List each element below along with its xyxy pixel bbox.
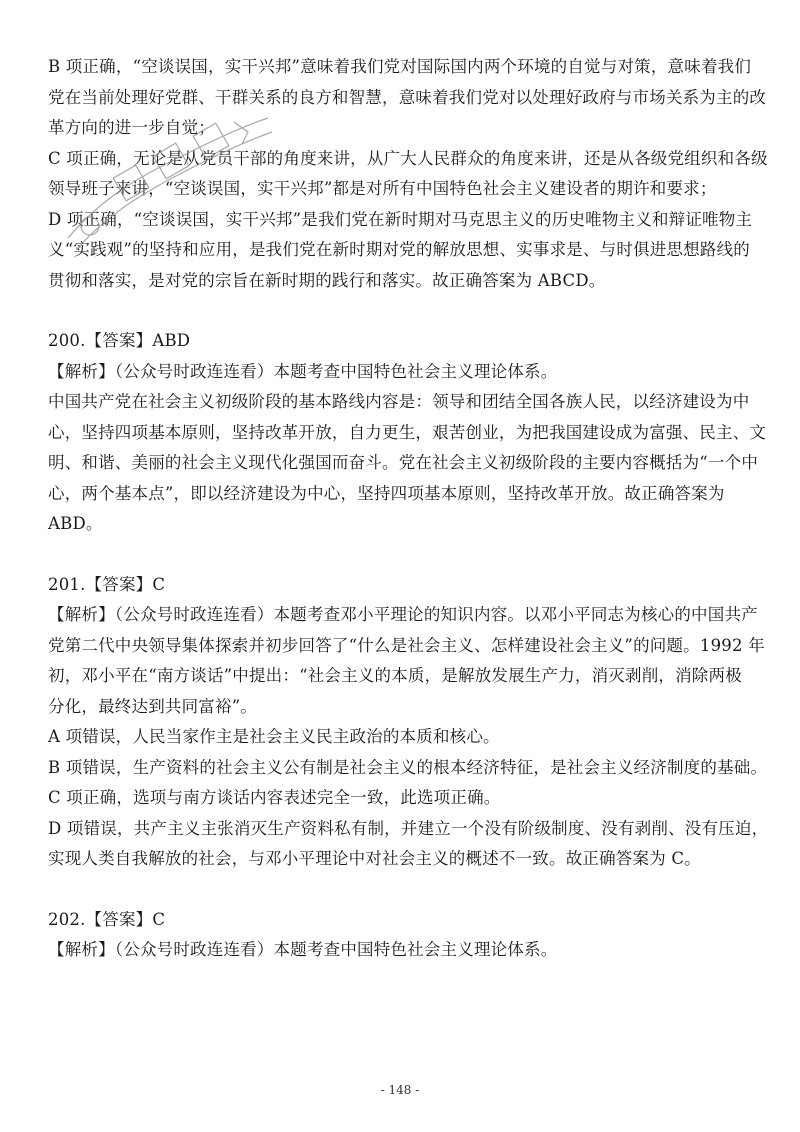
paragraph-gap <box>48 875 760 905</box>
text-line: 【解析】（公众号时政连连看）本题考查中国特色社会主义理论体系。 <box>48 940 558 959</box>
text-line: 明、和谐、美丽的社会主义现代化强国而奋斗。党在社会主义初级阶段的主要内容概括为“一个中 <box>48 453 759 472</box>
text-line: C 项正确，选项与南方谈话内容表述完全一致，此选项正确。 <box>48 788 501 807</box>
text-line: 心，两个基本点”，即以经济建设为中心，坚持四项基本原则，坚持改革开放。故正确答案为 <box>48 483 725 503</box>
text-line: 领导班子来讲，“空谈误国，实干兴邦”都是对所有中国特色社会主义建设者的期许和要求； <box>48 179 717 198</box>
text-line: B 项正确，“空谈误国，实干兴邦”意味着我们党对国际国内两个环境的自觉与对策，意味着我们 <box>48 57 752 76</box>
paragraph-gap <box>48 296 760 326</box>
text-line: 【解析】（公众号时政连连看）本题考查中国特色社会主义理论体系。 <box>48 361 558 381</box>
text-line: 实现人类自我解放的社会，与邓小平理论中对社会主义的概述不一致。故正确答案为 C。 <box>48 849 701 868</box>
text-line: 贯彻和落实，是对党的宗旨在新时期的践行和落实。故正确答案为 ABCD。 <box>48 270 606 290</box>
answer-heading-202: 202.【答案】C <box>48 909 166 929</box>
answer-heading-201: 201.【答案】C <box>48 574 166 594</box>
text-line: C 项正确，无论是从党员干部的角度来讲，从广大人民群众的角度来讲，还是从各级党组织和各级 <box>48 148 768 168</box>
answer-heading-200: 200.【答案】ABD <box>48 331 191 350</box>
text-line: 中国共产党在社会主义初级阶段的基本路线内容是：领导和团结全国各族人民，以经济建设为中 <box>48 392 750 411</box>
text-line: 义“实践观”的坚持和应用，是我们党在新时期对党的解放思想、实事求是、与时俱进思想路线的 <box>48 240 750 259</box>
text-line: 初，邓小平在“南方谈话”中提出：“社会主义的本质，是解放发展生产力，消灭剥削，消除两极 <box>48 666 742 685</box>
text-line: B 项错误，生产资料的社会主义公有制是社会主义的根本经济特征，是社会主义经济制度的基础。 <box>48 757 768 777</box>
text-line: D 项错误，共产主义主张消灭生产资料私有制，并建立一个没有阶级制度、没有剥削、没有压迫， <box>48 818 769 838</box>
text-line: 心，坚持四项基本原则，坚持改革开放，自力更生，艰苦创业，为把我国建设成为富强、民主、文 <box>48 422 767 442</box>
text-line: 分化，最终达到共同富裕”。 <box>48 696 258 716</box>
paragraph-gap <box>48 540 760 570</box>
text-line: 【解析】（公众号时政连连看）本题考查邓小平理论的知识内容。以邓小平同志为核心的中国共产 <box>48 605 758 624</box>
document-body <box>48 52 769 966</box>
text-line: A 项错误，人民当家作主是社会主义民主政治的本质和核心。 <box>48 727 500 746</box>
text-line: 革方向的进一步自觉； <box>48 118 215 137</box>
page-number: - 148 - <box>380 1083 420 1097</box>
text-line: D 项正确，“空谈误国，实干兴邦”是我们党在新时期对马克思主义的历史唯物主义和辩证唯物主 <box>48 209 753 229</box>
text-line: 党在当前处理好党群、干群关系的良方和智慧，意味着我们党对以处理好政府与市场关系为主的改 <box>48 87 767 107</box>
text-line: ABD。 <box>48 514 103 533</box>
text-line: 党第二代中央领导集体探索并初步回答了“什么是社会主义、怎样建设社会主义”的问题。1992 年 <box>48 635 765 655</box>
